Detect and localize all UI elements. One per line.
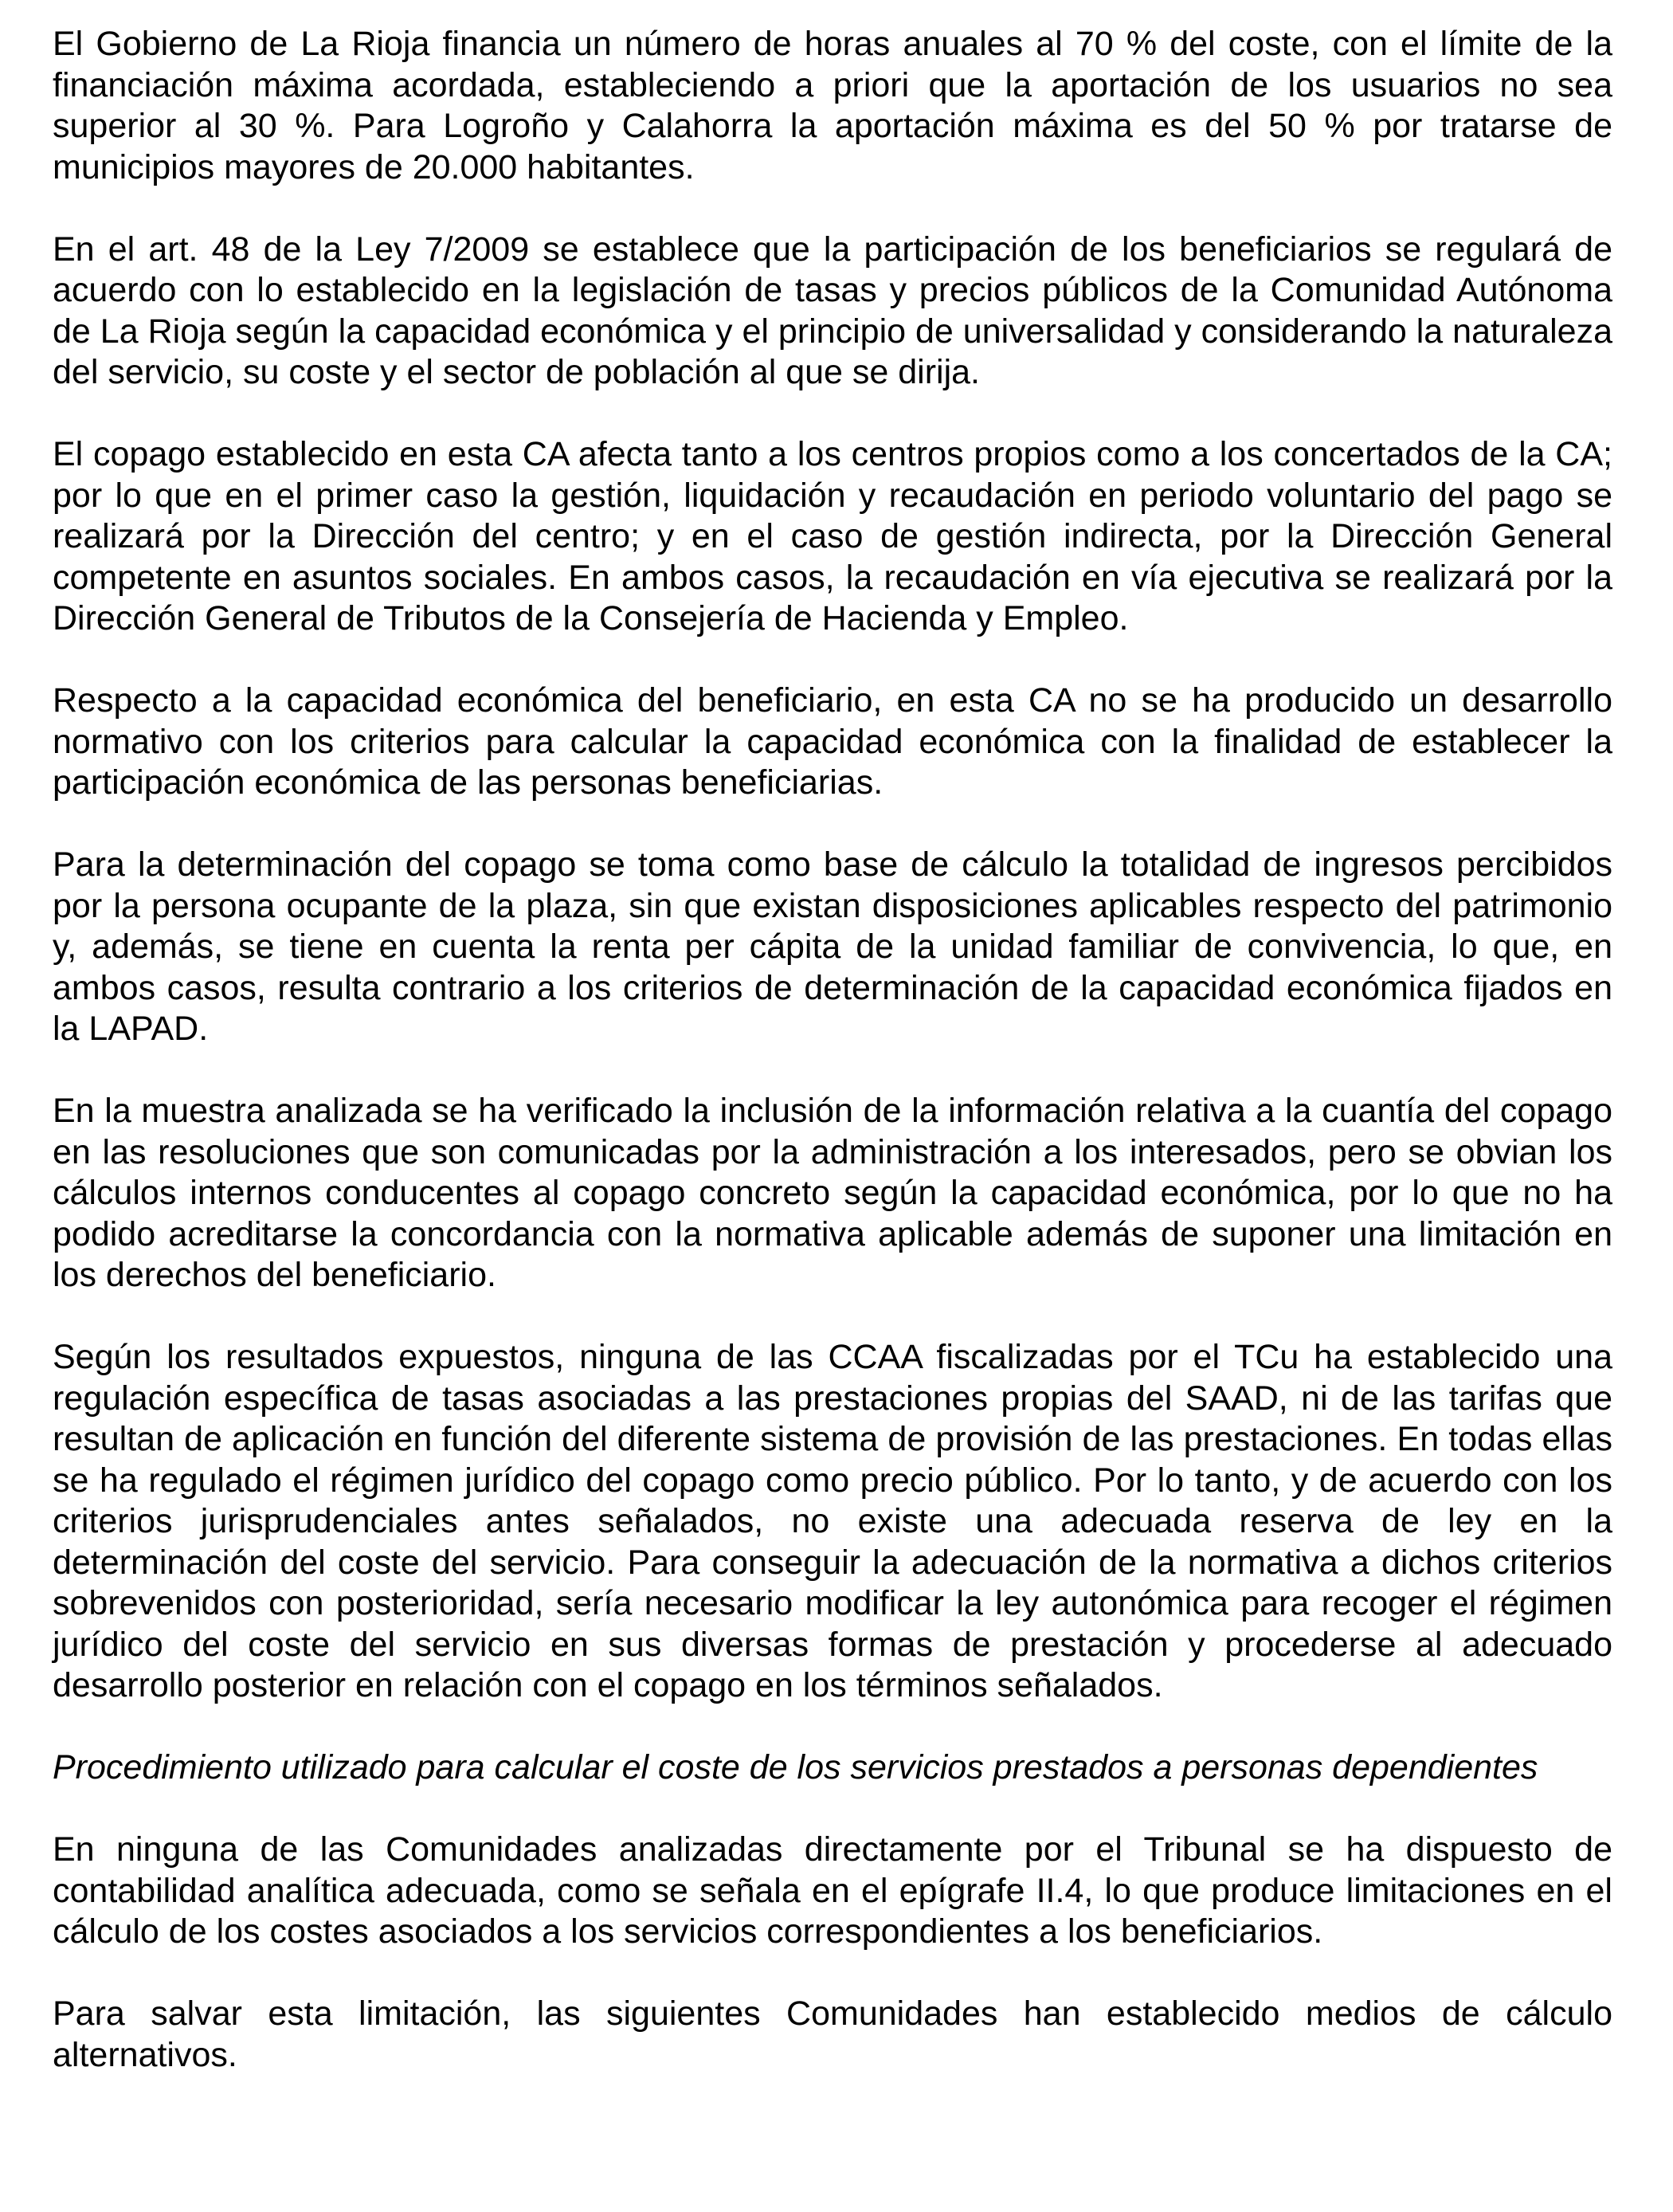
paragraph-determinacion-copago: Para la determinación del copago se toma como base de cálculo la totalidad de ingresos percibidos por la persona ocupante de la plaza, sin que existan disposiciones aplicables respecto del patrimonio y, además, se tiene en cuenta la renta per cápita de la unidad familiar de convivencia, lo que, en ambos casos, resulta contrario a los criterios de determinación de la capacidad económica fijados en la LAPAD. [53,845,1612,1048]
document-page [53,24,1612,2076]
paragraph-medios-calculo: Para salvar esta limitación, las siguientes Comunidades han establecido medios de cálculo alternativos. [53,1994,1612,2074]
paragraph-muestra-analizada: En la muestra analizada se ha verificado la inclusión de la información relativa a la cuantía del copago en las resoluciones que son comunicadas por la administración a los interesados, pero se obvian los cálculos internos conducentes al copago concreto según la capacidad económica, por lo que no ha podido acreditarse la concordancia con la normativa aplicable además de suponer una limitación en los derechos del beneficiario. [53,1092,1612,1294]
paragraph-capacidad-economica: Respecto a la capacidad económica del beneficiario, en esta CA no se ha producido un desarrollo normativo con los criterios para calcular la capacidad económica con la finalidad de establecer la participación económica de las personas beneficiarias. [53,681,1612,802]
section-heading: Procedimiento utilizado para calcular el coste de los servicios prestados a personas dependientes [53,1748,1538,1786]
paragraph-financiacion-la-rioja: El Gobierno de La Rioja financia un número de horas anuales al 70 % del coste, con el límite de la financiación máxima acordada, estableciendo a priori que la aportación de los usuarios no sea superior al 30 %. Para Logroño y Calahorra la aportación máxima es del 50 % por tratarse de municipios mayores de 20.000 habitantes. [53,25,1612,186]
paragraph-contabilidad-analitica: En ninguna de las Comunidades analizadas directamente por el Tribunal se ha dispuesto de contabilidad analítica adecuada, como se señala en el epígrafe II.4, lo que produce limitaciones en el cálculo de los costes asociados a los servicios correspondientes a los beneficiarios. [53,1830,1612,1951]
paragraph-copago-centros: El copago establecido en esta CA afecta tanto a los centros propios como a los concertados de la CA; por lo que en el primer caso la gestión, liquidación y recaudación en periodo voluntario del pago se realizará por la Dirección del centro; y en el caso de gestión indirecta, por la Dirección General competente en asuntos sociales. En ambos casos, la recaudación en vía ejecutiva se realizará por la Dirección General de Tributos de la Consejería de Hacienda y Empleo. [53,435,1612,637]
paragraph-art-48-ley: En el art. 48 de la Ley 7/2009 se establece que la participación de los beneficiarios se regulará de acuerdo con lo establecido en la legislación de tasas y precios públicos de la Comunidad Autónoma de La Rioja según la capacidad económica y el principio de universalidad y considerando la naturaleza del servicio, su coste y el sector de población al que se dirija. [53,229,1612,391]
paragraph-resultados-expuestos: Según los resultados expuestos, ninguna de las CCAA fiscalizadas por el TCu ha establecido una regulación específica de tasas asociadas a las prestaciones propias del SAAD, ni de las tarifas que resultan de aplicación en función del diferente sistema de provisión de las prestaciones. En todas ellas se ha regulado el régimen jurídico del copago como precio público. Por lo tanto, y de acuerdo con los criterios jurisprudenciales antes señalados, no existe una adecuada reserva de ley en la determinación del coste del servicio. Para conseguir la adecuación de la normativa a dichos criterios sobrevenidos con posterioridad, sería necesario modificar la ley autonómica para recoger el régimen jurídico del coste del servicio en sus diversas formas de prestación y procederse al adecuado desarrollo posterior en relación con el copago en los términos señalados. [53,1338,1612,1704]
